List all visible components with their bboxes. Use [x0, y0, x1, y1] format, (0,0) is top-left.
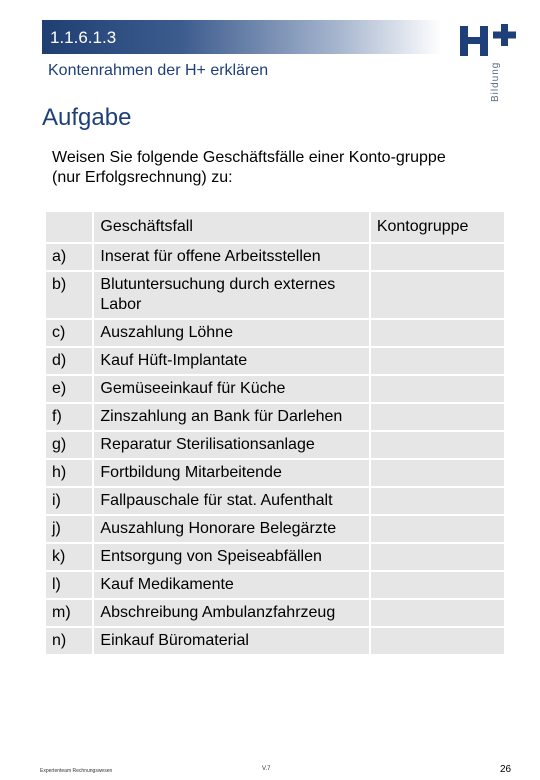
row-case: Auszahlung Honorare Belegärzte	[94, 516, 368, 542]
row-letter: m)	[46, 600, 92, 626]
row-case: Entsorgung von Speiseabfällen	[94, 544, 368, 570]
row-letter: k)	[46, 544, 92, 570]
row-case: Einkauf Büromaterial	[94, 628, 368, 654]
row-letter: n)	[46, 628, 92, 654]
table-row	[46, 272, 504, 318]
header-cell-case: Geschäftsfall	[94, 212, 368, 242]
row-group-answer[interactable]	[371, 272, 504, 318]
h-plus-logo	[458, 20, 518, 56]
row-case: Reparatur Sterilisationsanlage	[94, 432, 368, 458]
row-letter: i)	[46, 488, 92, 514]
row-case: Kauf Medikamente	[94, 572, 368, 598]
table-row	[46, 488, 504, 514]
table-body	[46, 244, 504, 654]
row-letter: f)	[46, 404, 92, 430]
row-group-answer[interactable]	[371, 488, 504, 514]
row-letter: e)	[46, 376, 92, 402]
row-group-answer[interactable]	[371, 244, 504, 270]
row-case: Auszahlung Löhne	[94, 320, 368, 346]
footer-version: V.7	[262, 766, 271, 772]
row-case: Inserat für offene Arbeitsstellen	[94, 244, 368, 270]
row-group-answer[interactable]	[371, 376, 504, 402]
row-group-answer[interactable]	[371, 544, 504, 570]
row-group-answer[interactable]	[371, 320, 504, 346]
table-row	[46, 516, 504, 542]
table-row	[46, 432, 504, 458]
row-group-answer[interactable]	[371, 460, 504, 486]
row-case: Blutuntersuchung durch externes Labor	[94, 272, 368, 318]
row-group-answer[interactable]	[371, 628, 504, 654]
logo-subtext: Bildung	[490, 61, 501, 102]
subtitle: Kontenrahmen der H+ erklären	[48, 62, 269, 79]
row-letter: l)	[46, 572, 92, 598]
assignment-table	[44, 210, 506, 656]
table-row	[46, 544, 504, 570]
row-group-answer[interactable]	[371, 516, 504, 542]
table-row	[46, 244, 504, 270]
table-row	[46, 348, 504, 374]
header-cell-letter	[46, 212, 92, 242]
row-case: Fallpauschale für stat. Aufenthalt	[94, 488, 368, 514]
table-row	[46, 572, 504, 598]
row-letter: a)	[46, 244, 92, 270]
row-letter: g)	[46, 432, 92, 458]
section-number: 1.1.6.1.3	[50, 28, 117, 47]
table-row	[46, 460, 504, 486]
table-row	[46, 628, 504, 654]
row-case: Gemüseeinkauf für Küche	[94, 376, 368, 402]
row-letter: j)	[46, 516, 92, 542]
table-row	[46, 376, 504, 402]
footer-left-text: Expertenteam Rechnungswesen	[40, 768, 113, 774]
table-row	[46, 600, 504, 626]
row-group-answer[interactable]	[371, 432, 504, 458]
page-title: Aufgabe	[42, 104, 132, 131]
row-letter: h)	[46, 460, 92, 486]
intro-text: Weisen Sie folgende Geschäftsfälle einer Konto-gruppe (nur Erfolgsrechnung) zu:	[52, 149, 446, 186]
page-number: 26	[500, 764, 512, 775]
table-row	[46, 404, 504, 430]
row-case: Fortbildung Mitarbeitende	[94, 460, 368, 486]
row-letter: c)	[46, 320, 92, 346]
row-case: Kauf Hüft-Implantate	[94, 348, 368, 374]
row-letter: d)	[46, 348, 92, 374]
row-group-answer[interactable]	[371, 404, 504, 430]
row-letter: b)	[46, 272, 92, 318]
header-cell-group: Kontogruppe	[371, 212, 504, 242]
row-group-answer[interactable]	[371, 600, 504, 626]
row-case: Abschreibung Ambulanzfahrzeug	[94, 600, 368, 626]
table-header-row	[46, 212, 504, 242]
row-group-answer[interactable]	[371, 572, 504, 598]
row-group-answer[interactable]	[371, 348, 504, 374]
row-case: Zinszahlung an Bank für Darlehen	[94, 404, 368, 430]
table-row	[46, 320, 504, 346]
